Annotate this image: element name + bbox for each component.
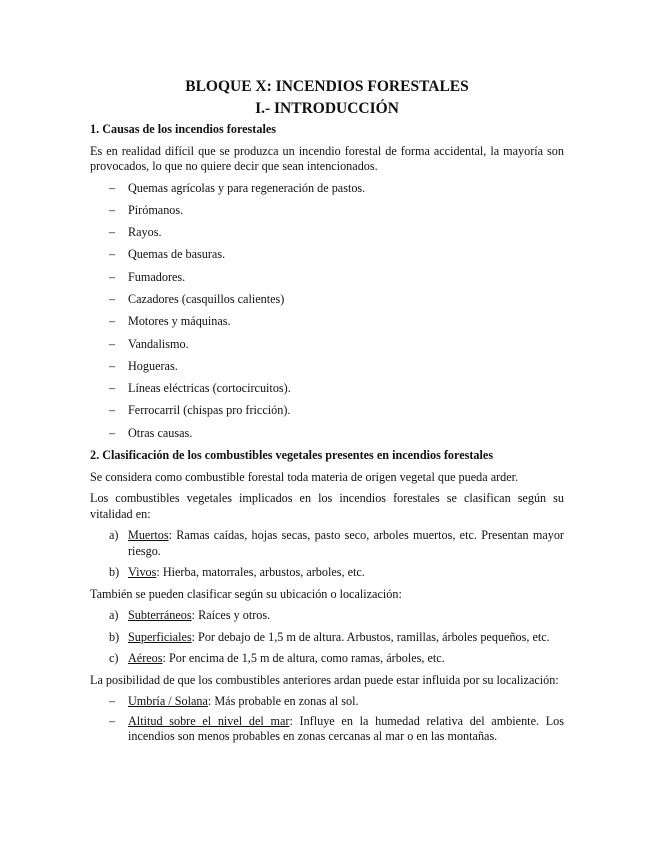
list-item-text: Motores y máquinas.	[128, 314, 231, 329]
list-item	[90, 608, 564, 624]
dash-bullet: –	[109, 291, 116, 306]
term-description: : Hierba, matorrales, arbustos, arboles, etc.	[156, 565, 365, 580]
term-shade-sun: Umbría / Solana	[128, 694, 208, 709]
dash-bullet: –	[109, 225, 116, 240]
list-item	[90, 181, 564, 197]
list-item	[90, 359, 564, 375]
list-item	[90, 426, 564, 442]
term-description: : Más probable en zonas al sol.	[207, 694, 359, 709]
heading-fuel-classification: 2. Clasificación de los combustibles vegetales presentes en incendios forestales	[90, 448, 494, 463]
list-item	[90, 714, 564, 745]
list-item-text: Vandalismo.	[128, 336, 189, 351]
list-item-text: Fumadores.	[128, 269, 186, 284]
list-item-text: Quemas de basuras.	[128, 247, 226, 262]
dash-bullet: –	[109, 180, 116, 195]
vitality-intro-paragraph: Los combustibles vegetales implicados en los incendios forestales se clasifican según su vitalidad en:	[90, 491, 564, 521]
list-marker: a)	[109, 528, 119, 543]
list-item	[90, 381, 564, 397]
heading-causes: 1. Causas de los incendios forestales	[90, 122, 276, 136]
list-item	[90, 270, 564, 286]
term-dead: Muertos	[128, 528, 169, 543]
influence-factors-list	[90, 694, 564, 745]
list-item	[90, 292, 564, 308]
dash-bullet: –	[109, 336, 116, 351]
list-item-text: Hogueras.	[128, 358, 178, 373]
causes-list	[90, 181, 564, 442]
dash-bullet: –	[109, 694, 116, 709]
dash-bullet: –	[109, 314, 116, 329]
list-item	[90, 247, 564, 263]
list-item	[90, 337, 564, 353]
list-item	[90, 403, 564, 419]
list-item	[90, 314, 564, 330]
term-surface: Superficiales	[128, 629, 192, 644]
dash-bullet: –	[109, 202, 116, 217]
dash-bullet: –	[109, 425, 116, 440]
list-item-text: Ferrocarril (chispas pro fricción).	[128, 403, 291, 418]
dash-bullet: –	[109, 269, 116, 284]
term-alive: Vivos	[128, 565, 157, 580]
list-item-text: Otras causas.	[128, 425, 193, 440]
term-description: : Por encima de 1,5 m de altura, como ramas, árboles, etc.	[162, 651, 445, 666]
term-description: : Ramas caídas, hojas secas, pasto seco, arboles muertos, etc. Presentan mayor riesgo.	[128, 528, 564, 558]
dash-bullet: –	[109, 358, 116, 373]
location-list	[90, 608, 564, 667]
list-marker: b)	[109, 565, 120, 580]
causes-intro-paragraph: Es en realidad difícil que se produzca un incendio forestal de forma accidental, la mayoría son provocados, lo que no quiere decir que sean intencionados.	[90, 143, 564, 173]
list-item	[90, 565, 564, 581]
list-marker: a)	[109, 608, 119, 623]
document-title: BLOQUE X: INCENDIOS FORESTALES	[185, 78, 469, 95]
list-item-text: Quemas agrícolas y para regeneración de pastos.	[128, 180, 366, 195]
list-item	[90, 528, 564, 559]
term-altitude: Altitud sobre el nivel del mar	[128, 713, 290, 728]
dash-bullet: –	[109, 713, 116, 728]
list-item	[90, 225, 564, 241]
list-marker: b)	[109, 629, 120, 644]
term-underground: Subterráneos	[128, 608, 192, 623]
vitality-list	[90, 528, 564, 581]
list-item	[90, 694, 564, 710]
list-item	[90, 651, 564, 667]
list-item-text: Rayos.	[128, 225, 162, 240]
list-item-text: Líneas eléctricas (cortocircuitos).	[128, 381, 291, 396]
location-intro-paragraph: También se pueden clasificar según su ubicación o localización:	[90, 586, 402, 601]
dash-bullet: –	[109, 403, 116, 418]
fuel-definition-paragraph: Se considera como combustible forestal toda materia de origen vegetal que pueda arder.	[90, 469, 519, 484]
list-item	[90, 203, 564, 219]
list-item	[90, 630, 564, 646]
term-aerial: Aéreos	[128, 651, 163, 666]
term-description: : Por debajo de 1,5 m de altura. Arbustos, ramillas, árboles pequeños, etc.	[191, 629, 550, 644]
list-item-text: Cazadores (casquillos calientes)	[128, 291, 285, 306]
list-marker: c)	[109, 651, 119, 666]
section-title-introduction: I.- INTRODUCCIÓN	[255, 100, 399, 117]
term-description: : Influye en la humedad relativa del ambiente. Los incendios son menos probables en zonas cercanas al mar o en las montañas.	[128, 713, 564, 744]
document-body	[90, 122, 564, 751]
influence-intro-paragraph: La posibilidad de que los combustibles anteriores ardan puede estar influida por su localización:	[90, 672, 559, 687]
term-description: : Raíces y otros.	[191, 608, 271, 623]
dash-bullet: –	[109, 247, 116, 262]
dash-bullet: –	[109, 381, 116, 396]
list-item-text: Pirómanos.	[128, 202, 184, 217]
